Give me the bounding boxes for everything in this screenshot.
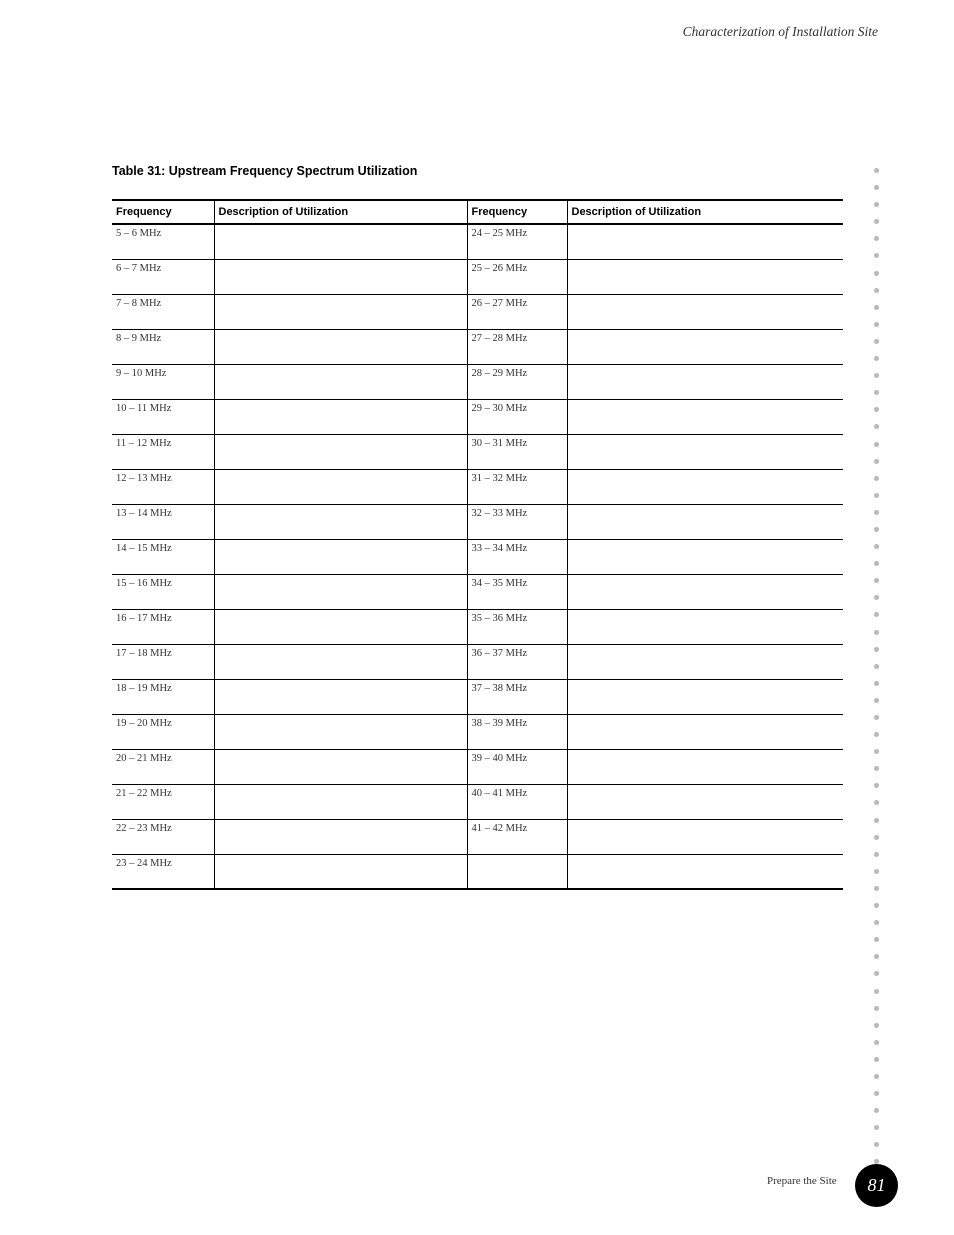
frequency-cell: 36 – 37 MHz [467, 644, 567, 679]
margin-dot-column [874, 168, 879, 1194]
table-row [112, 399, 843, 434]
frequency-cell: 7 – 8 MHz [112, 294, 214, 329]
table-row [112, 644, 843, 679]
margin-dot [874, 390, 879, 395]
column-header: Frequency [112, 200, 214, 224]
description-cell [567, 679, 843, 714]
description-cell [567, 434, 843, 469]
margin-dot [874, 373, 879, 378]
frequency-cell: 5 – 6 MHz [112, 224, 214, 259]
frequency-cell: 22 – 23 MHz [112, 819, 214, 854]
frequency-cell: 20 – 21 MHz [112, 749, 214, 784]
margin-dot [874, 527, 879, 532]
table-row [112, 714, 843, 749]
margin-dot [874, 732, 879, 737]
frequency-cell: 31 – 32 MHz [467, 469, 567, 504]
margin-dot [874, 852, 879, 857]
description-cell [567, 469, 843, 504]
description-cell [214, 434, 467, 469]
description-cell [567, 749, 843, 784]
margin-dot [874, 989, 879, 994]
frequency-cell: 13 – 14 MHz [112, 504, 214, 539]
description-cell [567, 329, 843, 364]
table-row [112, 679, 843, 714]
margin-dot [874, 561, 879, 566]
column-header: Frequency [467, 200, 567, 224]
description-cell [214, 749, 467, 784]
frequency-cell: 28 – 29 MHz [467, 364, 567, 399]
description-cell [567, 819, 843, 854]
table-row [112, 784, 843, 819]
description-cell [214, 574, 467, 609]
description-cell [567, 609, 843, 644]
margin-dot [874, 835, 879, 840]
frequency-cell: 24 – 25 MHz [467, 224, 567, 259]
table-row [112, 539, 843, 574]
margin-dot [874, 664, 879, 669]
frequency-cell: 39 – 40 MHz [467, 749, 567, 784]
description-cell [567, 294, 843, 329]
frequency-cell: 11 – 12 MHz [112, 434, 214, 469]
margin-dot [874, 459, 879, 464]
margin-dot [874, 630, 879, 635]
table-row [112, 854, 843, 889]
frequency-cell: 17 – 18 MHz [112, 644, 214, 679]
margin-dot [874, 1142, 879, 1147]
margin-dot [874, 681, 879, 686]
margin-dot [874, 236, 879, 241]
description-cell [214, 539, 467, 574]
margin-dot [874, 698, 879, 703]
table-header-row [112, 200, 843, 224]
margin-dot [874, 612, 879, 617]
frequency-cell: 26 – 27 MHz [467, 294, 567, 329]
table-row [112, 434, 843, 469]
frequency-cell: 38 – 39 MHz [467, 714, 567, 749]
margin-dot [874, 766, 879, 771]
table-row [112, 469, 843, 504]
margin-dot [874, 1040, 879, 1045]
frequency-cell: 8 – 9 MHz [112, 329, 214, 364]
margin-dot [874, 578, 879, 583]
description-cell [214, 399, 467, 434]
running-header: Characterization of Installation Site [682, 24, 878, 39]
margin-dot [874, 1074, 879, 1079]
description-cell [567, 539, 843, 574]
description-cell [567, 399, 843, 434]
margin-dot [874, 219, 879, 224]
margin-dot [874, 1108, 879, 1113]
column-header: Description of Utilization [567, 200, 843, 224]
margin-dot [874, 476, 879, 481]
description-cell [214, 714, 467, 749]
table-row [112, 819, 843, 854]
margin-dot [874, 544, 879, 549]
margin-dot [874, 356, 879, 361]
margin-dot [874, 424, 879, 429]
frequency-cell: 34 – 35 MHz [467, 574, 567, 609]
description-cell [214, 609, 467, 644]
description-cell [214, 504, 467, 539]
frequency-cell: 29 – 30 MHz [467, 399, 567, 434]
frequency-utilization-table [112, 199, 843, 890]
margin-dot [874, 783, 879, 788]
frequency-cell: 18 – 19 MHz [112, 679, 214, 714]
margin-dot [874, 937, 879, 942]
frequency-cell: 37 – 38 MHz [467, 679, 567, 714]
description-cell [567, 259, 843, 294]
frequency-cell: 27 – 28 MHz [467, 329, 567, 364]
description-cell [214, 784, 467, 819]
description-cell [567, 574, 843, 609]
description-cell [567, 364, 843, 399]
description-cell [214, 644, 467, 679]
margin-dot [874, 954, 879, 959]
frequency-cell: 33 – 34 MHz [467, 539, 567, 574]
table-row [112, 609, 843, 644]
table-row [112, 329, 843, 364]
description-cell [567, 854, 843, 889]
description-cell [214, 469, 467, 504]
description-cell [214, 364, 467, 399]
table-row [112, 749, 843, 784]
frequency-cell: 14 – 15 MHz [112, 539, 214, 574]
margin-dot [874, 322, 879, 327]
margin-dot [874, 749, 879, 754]
description-cell [567, 784, 843, 819]
frequency-cell: 6 – 7 MHz [112, 259, 214, 294]
margin-dot [874, 271, 879, 276]
margin-dot [874, 1125, 879, 1130]
frequency-cell: 10 – 11 MHz [112, 399, 214, 434]
frequency-cell: 16 – 17 MHz [112, 609, 214, 644]
margin-dot [874, 1023, 879, 1028]
margin-dot [874, 920, 879, 925]
margin-dot [874, 715, 879, 720]
footer-section-label: Prepare the Site [767, 1175, 837, 1187]
margin-dot [874, 971, 879, 976]
table-row [112, 294, 843, 329]
description-cell [567, 504, 843, 539]
frequency-cell: 12 – 13 MHz [112, 469, 214, 504]
margin-dot [874, 903, 879, 908]
margin-dot [874, 253, 879, 258]
frequency-cell: 32 – 33 MHz [467, 504, 567, 539]
frequency-cell: 30 – 31 MHz [467, 434, 567, 469]
margin-dot [874, 305, 879, 310]
margin-dot [874, 1006, 879, 1011]
table-row [112, 224, 843, 259]
frequency-cell: 19 – 20 MHz [112, 714, 214, 749]
table-row [112, 574, 843, 609]
description-cell [214, 854, 467, 889]
margin-dot [874, 442, 879, 447]
frequency-cell: 35 – 36 MHz [467, 609, 567, 644]
description-cell [214, 329, 467, 364]
frequency-cell [467, 854, 567, 889]
margin-dot [874, 595, 879, 600]
frequency-cell: 25 – 26 MHz [467, 259, 567, 294]
margin-dot [874, 288, 879, 293]
margin-dot [874, 407, 879, 412]
margin-dot [874, 202, 879, 207]
table-row [112, 364, 843, 399]
margin-dot [874, 647, 879, 652]
description-cell [214, 679, 467, 714]
description-cell [567, 224, 843, 259]
frequency-cell: 9 – 10 MHz [112, 364, 214, 399]
margin-dot [874, 339, 879, 344]
frequency-cell: 40 – 41 MHz [467, 784, 567, 819]
margin-dot [874, 886, 879, 891]
description-cell [567, 644, 843, 679]
frequency-cell: 15 – 16 MHz [112, 574, 214, 609]
margin-dot [874, 800, 879, 805]
description-cell [567, 714, 843, 749]
table-row [112, 504, 843, 539]
description-cell [214, 819, 467, 854]
margin-dot [874, 168, 879, 173]
margin-dot [874, 1091, 879, 1096]
frequency-cell: 41 – 42 MHz [467, 819, 567, 854]
table-row [112, 259, 843, 294]
margin-dot [874, 510, 879, 515]
margin-dot [874, 493, 879, 498]
description-cell [214, 294, 467, 329]
description-cell [214, 259, 467, 294]
column-header: Description of Utilization [214, 200, 467, 224]
table-body [112, 224, 843, 889]
description-cell [214, 224, 467, 259]
margin-dot [874, 818, 879, 823]
margin-dot [874, 869, 879, 874]
table-caption: Table 31: Upstream Frequency Spectrum Utilization [112, 164, 418, 178]
frequency-cell: 21 – 22 MHz [112, 784, 214, 819]
page-number-badge: 81 [855, 1164, 898, 1207]
frequency-cell: 23 – 24 MHz [112, 854, 214, 889]
margin-dot [874, 1057, 879, 1062]
margin-dot [874, 185, 879, 190]
